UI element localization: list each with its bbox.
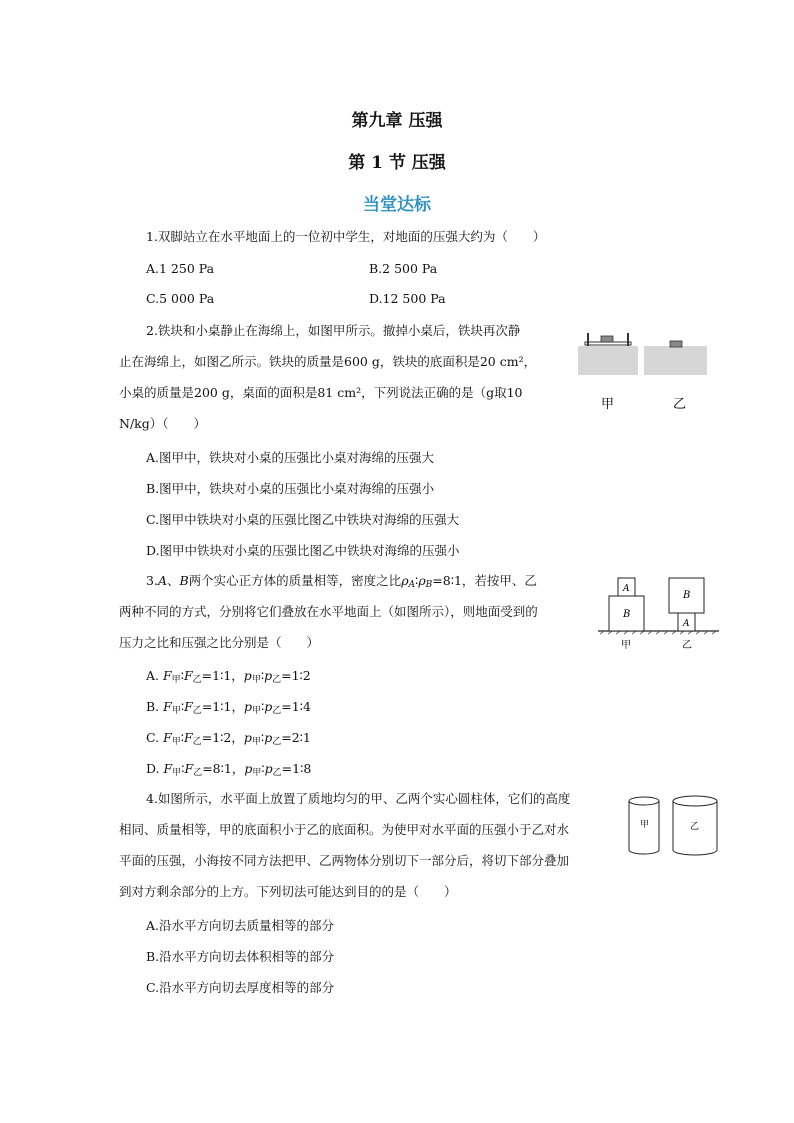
q3-yi-label-b: B bbox=[683, 590, 691, 601]
q4-line-3: 平面的压强，小海按不同方法把甲、乙两物体分别切下一部分后，将切下部分叠加 bbox=[119, 853, 570, 868]
q2-line-3: 小桌的质量是200 g，桌面的面积是81 cm²，下列说法正确的是（g取10 bbox=[119, 385, 523, 400]
q3-option-a: A. $F_甲∶F_乙=1∶1$，$p_甲∶p_乙=1∶2$ bbox=[146, 668, 311, 685]
practice-heading: 当堂达标 bbox=[363, 195, 431, 215]
q2-line-2: 止在海绵上，如图乙所示。铁块的质量是600 g，铁块的底面积是20 cm²， bbox=[119, 354, 537, 369]
q2-option-c: C.图甲中铁块对小桌的压强比图乙中铁块对海绵的压强大 bbox=[146, 512, 460, 527]
q2-iron-block-jia bbox=[601, 336, 613, 342]
q2-fig-label-jia: 甲 bbox=[601, 397, 615, 412]
q3-option-b: B. $F_甲∶F_乙=1∶1$，$p_甲∶p_乙=1∶4$ bbox=[146, 699, 311, 716]
q2-fig-label-yi: 乙 bbox=[673, 397, 687, 412]
q2-sponge-yi bbox=[644, 346, 707, 375]
q2-sponge-jia bbox=[578, 346, 638, 375]
q1-option-a: A.1 250 Pa bbox=[146, 261, 215, 276]
q4-line-2: 相同、质量相等，甲的底面积小于乙的底面积。为使甲对水平面的压强小于乙对水 bbox=[119, 822, 570, 837]
q4-line-1: 4.如图所示，水平面上放置了质地均匀的甲、乙两个实心圆柱体，它们的高度 bbox=[146, 791, 571, 806]
q2-table-leg-left bbox=[587, 333, 589, 346]
q3-line-2: 两种不同的方式，分别将它们叠放在水平地面上（如图所示），则地面受到的 bbox=[119, 604, 538, 619]
q3-option-c: C. $F_甲∶F_乙=1∶2$，$p_甲∶p_乙=2∶1$ bbox=[146, 730, 311, 747]
q4-figure bbox=[626, 792, 726, 860]
q3-option-d: D. $F_甲∶F_乙=8∶1$，$p_甲∶p_乙=1∶8$ bbox=[146, 761, 312, 778]
q1-option-d: D.12 500 Pa bbox=[369, 291, 446, 306]
q1-stem: 1.双脚站立在水平地面上的一位初中学生，对地面的压强大约为（ ） bbox=[146, 229, 546, 244]
q2-option-d: D.图甲中铁块对小桌的压强比图乙中铁块对海绵的压强小 bbox=[146, 543, 460, 558]
chapter-title: 第九章 压强 bbox=[351, 111, 443, 131]
q4-fig-label-jia: 甲 bbox=[640, 820, 650, 830]
q2-table-top bbox=[585, 342, 631, 345]
q3-yi-label-a: A bbox=[683, 619, 690, 629]
q2-option-a: A.图甲中，铁块对小桌的压强比小桌对海绵的压强大 bbox=[146, 450, 435, 465]
q3-fig-label-jia: 甲 bbox=[621, 640, 631, 651]
q2-figure bbox=[575, 328, 715, 418]
q3-line-1: 3.A、B两个实心正方体的质量相等，密度之比$\rho_A∶\rho_B=8∶1$，若按甲、乙 bbox=[146, 573, 537, 590]
q4-option-c: C.沿水平方向切去厚度相等的部分 bbox=[146, 980, 335, 995]
q3-jia-label-a: A bbox=[623, 584, 630, 594]
q2-iron-block-yi bbox=[670, 341, 682, 347]
q4-cylinder-jia-top bbox=[629, 797, 659, 805]
q3-jia-label-b: B bbox=[623, 609, 631, 620]
q1-option-c: C.5 000 Pa bbox=[146, 291, 215, 306]
q1-option-b: B.2 500 Pa bbox=[369, 261, 438, 276]
q3-figure bbox=[596, 572, 721, 652]
q3-fig-label-yi: 乙 bbox=[682, 640, 692, 651]
q4-option-a: A.沿水平方向切去质量相等的部分 bbox=[146, 918, 335, 933]
q4-option-b: B.沿水平方向切去体积相等的部分 bbox=[146, 949, 335, 964]
q4-fig-label-yi: 乙 bbox=[690, 822, 700, 832]
q3-line-3: 压力之比和压强之比分别是（ ） bbox=[119, 635, 320, 650]
q4-cylinder-yi-top bbox=[673, 796, 717, 806]
q2-option-b: B.图甲中，铁块对小桌的压强比小桌对海绵的压强小 bbox=[146, 481, 435, 496]
q2-table-leg-right bbox=[627, 333, 629, 346]
q2-line-4: N/kg）（ ） bbox=[119, 416, 206, 431]
q2-line-1: 2.铁块和小桌静止在海绵上，如图甲所示。撤掉小桌后，铁块再次静 bbox=[146, 323, 521, 338]
q4-line-4: 到对方剩余部分的上方。下列切法可能达到目的的是（ ） bbox=[119, 884, 457, 899]
section-title: 第 1 节 压强 bbox=[348, 153, 446, 173]
